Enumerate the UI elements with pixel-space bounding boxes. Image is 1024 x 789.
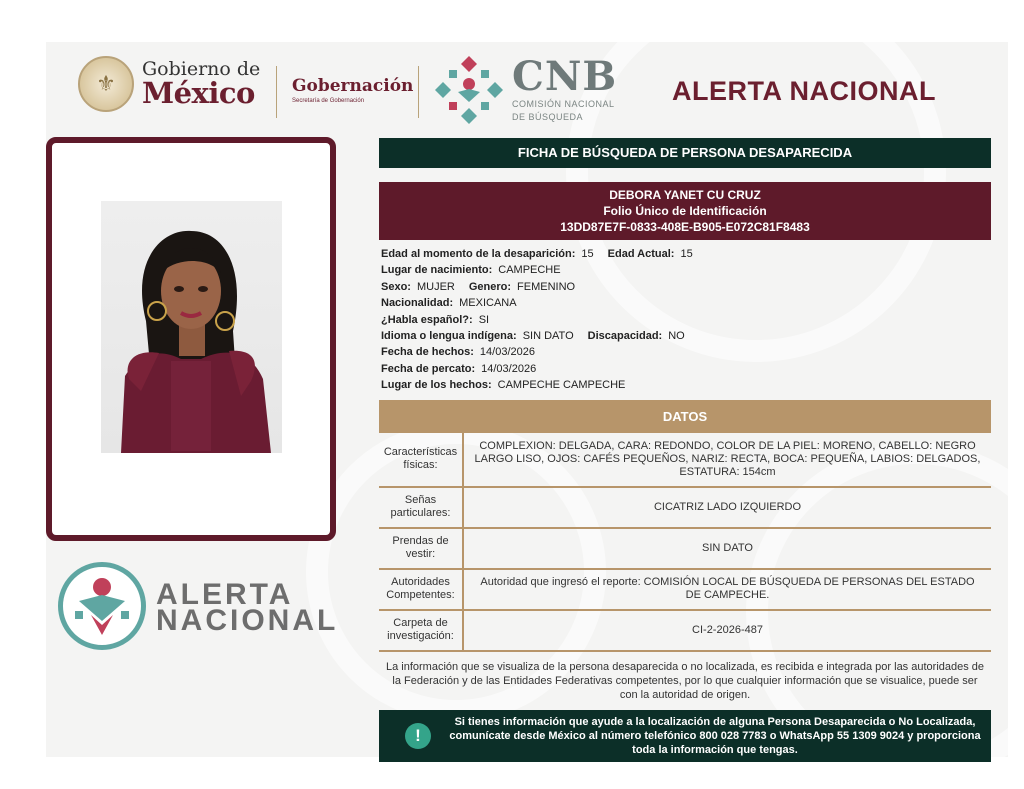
fact-row-fecha-hechos <box>381 344 991 360</box>
cnb-logo <box>430 52 617 128</box>
logo-word-nacional: NACIONAL <box>156 604 339 637</box>
header <box>78 52 948 126</box>
table-row <box>379 433 991 487</box>
fact-value: FEMENINO <box>517 280 576 293</box>
contact-banner <box>379 710 991 762</box>
fact-label: Lugar de los hechos: <box>381 379 492 392</box>
datos-table <box>379 433 991 652</box>
datos-label: Prendas de vestir: <box>379 528 463 569</box>
gobernacion-logo <box>292 76 413 104</box>
gobierno-de-mexico-logo <box>78 56 260 112</box>
personal-facts <box>379 246 991 394</box>
divider <box>418 66 419 118</box>
fact-value: SI <box>478 313 490 326</box>
fact-value: 14/03/2026 <box>481 362 537 375</box>
fact-label: Edad al momento de la desaparición: <box>381 248 576 260</box>
datos-value: COMPLEXION: DELGADA, CARA: REDONDO, COLOR DE LA PIEL: MORENO, CABELLO: NEGRO LARGO LISO, OJOS: CAFÉS PEQUEÑOS, NARIZ: RECTA, BOCA: PEQUEÑA, LABIOS: DELGADOS, ESTATURA: 154cm <box>463 433 991 487</box>
cnb-emblem-icon <box>430 52 508 128</box>
mexico-seal-icon: ⚜ <box>78 56 134 112</box>
datos-label: Carpeta de investigación: <box>379 610 463 651</box>
datos-value: SIN DATO <box>463 528 991 569</box>
fact-label: Fecha de percato: <box>381 362 476 375</box>
fact-row-idioma <box>381 328 991 344</box>
ficha-title: FICHA DE BÚSQUEDA DE PERSONA DESAPARECIDA <box>379 138 991 168</box>
table-row <box>379 487 991 528</box>
disclaimer-text: La información que se visualiza de la persona desaparecida o no localizada, es recibida e integrada por las autoridades de la Federación y de las Entidades Federativas competentes, por lo que cualquier información que se visualice, puede ser con la autoridad de origen. <box>385 660 985 701</box>
fact-label: ¿Habla español?: <box>381 313 473 326</box>
person-photo <box>101 201 282 453</box>
fact-label: Lugar de nacimiento: <box>381 264 493 277</box>
fact-label: Genero: <box>468 280 512 293</box>
gobierno-line2: México <box>142 76 255 110</box>
gobernacion-subtext: Secretaría de Gobernación <box>292 98 365 104</box>
cnb-acronym: CNB <box>512 53 618 101</box>
contact-message: Si tienes información que ayude a la localización de alguna Persona Desaparecida o No Localizada, comunícate desde México al número telefónico 800 028 7783 o WhatsApp 55 1309 9024 y proporciona toda la información que tengas. <box>449 715 981 756</box>
person-name: DEBORA YANET CU CRUZ <box>609 188 761 202</box>
fact-value: 15 <box>581 248 594 260</box>
cnb-name-line1: COMISIÓN NACIONAL <box>512 99 615 110</box>
exclamation-icon: ! <box>405 723 431 749</box>
ficha-content <box>379 138 991 762</box>
fact-value: MUJER <box>416 280 455 293</box>
fact-value: 15 <box>680 248 693 260</box>
datos-value: CICATRIZ LADO IZQUIERDO <box>463 487 991 528</box>
fact-label: Idioma o lengua indígena: <box>381 330 517 343</box>
datos-value: CI-2-2026-487 <box>463 610 991 651</box>
alerta-nacional-title: ALERTA NACIONAL <box>672 76 936 106</box>
fact-value: CAMPECHE CAMPECHE <box>497 379 626 392</box>
table-row <box>379 569 991 610</box>
logo-word-alerta: ALERTA <box>156 578 294 611</box>
fact-label: Nacionalidad: <box>381 297 454 310</box>
folio-label: Folio Único de Identificación <box>603 204 767 218</box>
fact-value: CAMPECHE <box>498 264 561 277</box>
alerta-nacional-logo <box>58 562 348 652</box>
datos-label: Señas particulares: <box>379 487 463 528</box>
fact-row-edad <box>381 246 991 262</box>
cnb-name-line2: DE BÚSQUEDA <box>512 112 584 122</box>
divider <box>276 66 277 118</box>
gobernacion-text: Gobernación <box>292 76 414 96</box>
datos-header: DATOS <box>379 400 991 433</box>
datos-label: Características físicas: <box>379 433 463 487</box>
fact-label: Sexo: <box>381 280 411 293</box>
identity-box <box>379 182 991 240</box>
fact-label: Discapacidad: <box>587 330 663 343</box>
fact-row-habla <box>381 312 991 328</box>
datos-label: Autoridades Competentes: <box>379 569 463 610</box>
gobierno-line1: Gobierno de <box>142 58 261 80</box>
fact-row-lugar-hechos <box>381 377 991 393</box>
photo-frame <box>46 137 336 541</box>
folio-value: 13DD87E7F-0833-408E-B905-E072C81F8483 <box>560 220 810 234</box>
fact-row-nacionalidad <box>381 295 991 311</box>
fact-value: SIN DATO <box>522 330 574 343</box>
fact-value: MEXICANA <box>459 297 517 310</box>
fact-value: NO <box>668 330 685 343</box>
alerta-emblem-icon <box>58 562 146 650</box>
fact-row-nacimiento <box>381 262 991 278</box>
table-row <box>379 528 991 569</box>
fact-row-fecha-percato <box>381 361 991 377</box>
table-row <box>379 610 991 651</box>
fact-label: Edad Actual: <box>607 248 675 260</box>
fact-value: 14/03/2026 <box>479 346 535 359</box>
datos-value: Autoridad que ingresó el reporte: COMISIÓN LOCAL DE BÚSQUEDA DE PERSONAS DEL ESTADO DE CAMPECHE. <box>463 569 991 610</box>
fact-row-sexo <box>381 279 991 295</box>
fact-label: Fecha de hechos: <box>381 346 474 359</box>
